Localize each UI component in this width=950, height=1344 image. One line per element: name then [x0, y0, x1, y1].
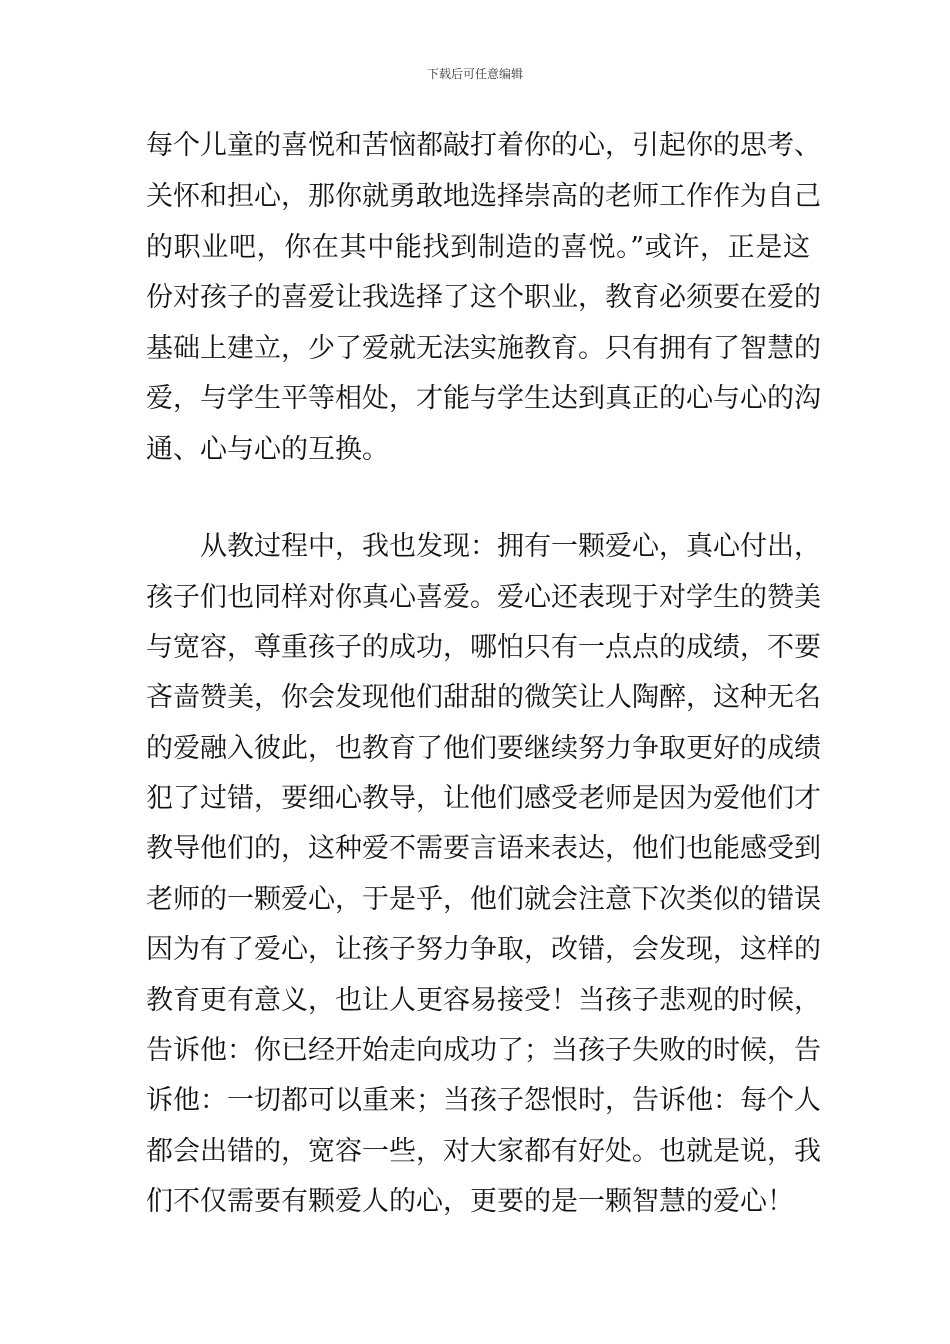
paragraph-1-line-6: 爱，与学生平等相处，才能与学生达到真正的心与心的沟 — [146, 383, 821, 414]
paragraph-1-line-4: 份对孩子的喜爱让我选择了这个职业，教育必须要在爱的 — [146, 282, 821, 313]
paragraph-2-line-11: 告诉他：你已经开始走向成功了；当孩子失败的时候，告 — [146, 1035, 821, 1066]
paragraph-2-line-4: 吝啬赞美，你会发现他们甜甜的微笑让人陶醉，这种无名 — [146, 682, 821, 713]
paragraph-1-line-2: 关怀和担心，那你就勇敢地选择崇高的老师工作作为自己 — [146, 181, 821, 212]
paragraph-1-line-1: 每个儿童的喜悦和苦恼都敲打着你的心，引起你的思考、 — [146, 130, 821, 161]
paragraph-2-line-2: 孩子们也同样对你真心喜爱。爱心还表现于对学生的赞美 — [146, 582, 821, 613]
page-header: 下载后可任意编辑 — [426, 67, 523, 81]
paragraph-1-line-3: 的职业吧，你在其中能找到制造的喜悦。”或许，正是这 — [146, 232, 810, 263]
paragraph-2-line-8: 老师的一颗爱心，于是乎，他们就会注意下次类似的错误 — [146, 884, 821, 915]
paragraph-2-line-9: 因为有了爱心，让孩子努力争取，改错，会发现，这样的 — [146, 934, 821, 965]
paragraph-2-line-12: 诉他：一切都可以重来；当孩子怨恨时，告诉他：每个人 — [146, 1085, 821, 1116]
paragraph-2-line-1: 从教过程中，我也发现：拥有一颗爱心，真心付出， — [200, 531, 821, 562]
paragraph-1-line-7: 通、心与心的互换。 — [146, 434, 389, 465]
paragraph-2-line-13: 都会出错的，宽容一些，对大家都有好处。也就是说，我 — [146, 1136, 821, 1167]
paragraph-2-line-6: 犯了过错，要细心教导，让他们感受老师是因为爱他们才 — [146, 783, 821, 814]
paragraph-2-line-14: 们不仅需要有颗爱人的心，更要的是一颗智慧的爱心！ — [146, 1186, 794, 1217]
paragraph-2-line-5: 的爱融入彼此，也教育了他们要继续努力争取更好的成绩 — [146, 733, 821, 764]
paragraph-2-line-7: 教导他们的，这种爱不需要言语来表达，他们也能感受到 — [146, 833, 821, 864]
paragraph-1-line-5: 基础上建立，少了爱就无法实施教育。只有拥有了智慧的 — [146, 333, 821, 364]
paragraph-2-line-10: 教育更有意义，也让人更容易接受！当孩子悲观的时候， — [146, 985, 821, 1016]
paragraph-2-line-3: 与宽容，尊重孩子的成功，哪怕只有一点点的成绩，不要 — [146, 632, 821, 663]
